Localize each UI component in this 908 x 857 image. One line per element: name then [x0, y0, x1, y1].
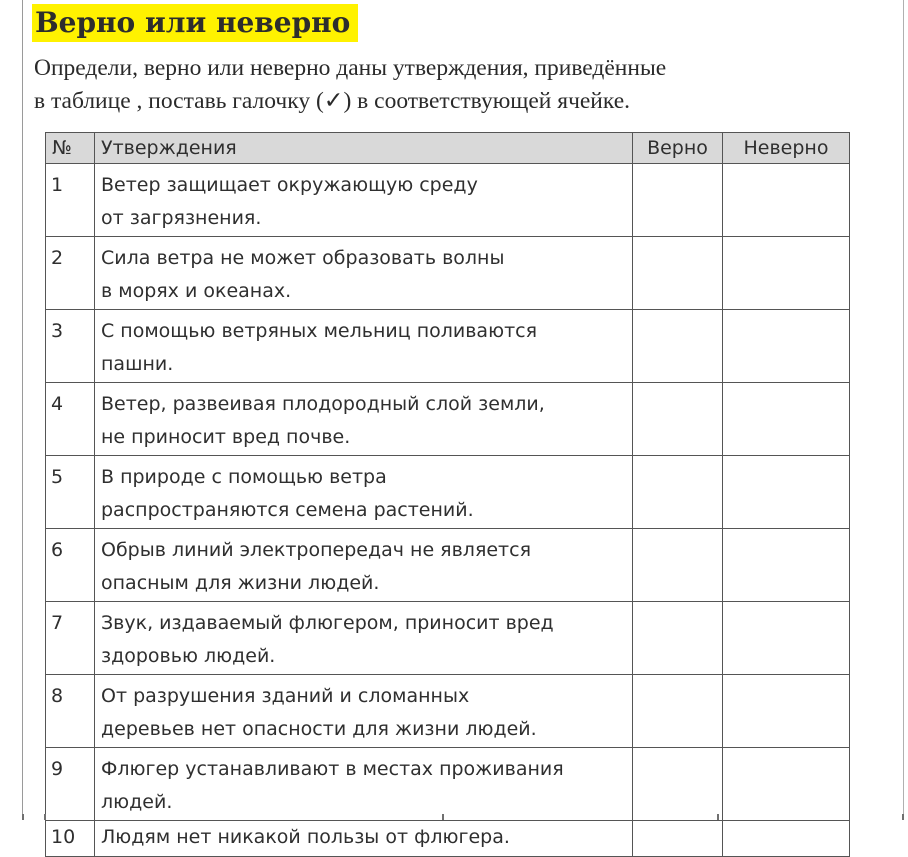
- row-number: 1: [46, 164, 95, 237]
- true-check-cell[interactable]: [633, 529, 723, 602]
- header-false: Неверно: [723, 133, 850, 164]
- statement-line: опасным для жизни людей.: [101, 572, 380, 594]
- page-border-right: [903, 0, 904, 820]
- false-check-cell[interactable]: [723, 821, 850, 857]
- header-number: №: [46, 133, 95, 164]
- statement-line: от загрязнения.: [101, 207, 262, 229]
- statement-line: людей.: [101, 791, 173, 813]
- statement-line: Ветер защищает окружающую среду: [101, 174, 478, 196]
- table-row: [46, 164, 850, 237]
- statement-line: в морях и океанах.: [101, 280, 292, 302]
- true-check-cell[interactable]: [633, 821, 723, 857]
- instruction-line-1: Определи, верно или неверно даны утверждения, приведённые: [34, 55, 667, 81]
- worksheet-title: Верно или неверно: [32, 4, 358, 42]
- row-statement: [95, 164, 633, 237]
- table-row: [46, 748, 850, 821]
- row-statement: [95, 748, 633, 821]
- statement-line: деревьев нет опасности для жизни людей.: [101, 718, 537, 740]
- row-statement: [95, 602, 633, 675]
- true-check-cell[interactable]: [633, 383, 723, 456]
- false-check-cell[interactable]: [723, 164, 850, 237]
- false-check-cell[interactable]: [723, 529, 850, 602]
- table-row: [46, 383, 850, 456]
- row-statement: [95, 675, 633, 748]
- row-statement: [95, 237, 633, 310]
- table-row: [46, 602, 850, 675]
- true-check-cell[interactable]: [633, 164, 723, 237]
- row-number: 4: [46, 383, 95, 456]
- table-row: [46, 237, 850, 310]
- true-check-cell[interactable]: [633, 310, 723, 383]
- instruction-line-2: в таблице , поставь галочку (✓) в соответствующей ячейке.: [34, 88, 631, 114]
- header-true: Верно: [633, 133, 723, 164]
- table-header-row: [46, 133, 850, 164]
- instruction-text: [34, 52, 902, 118]
- statement-line: От разрушения зданий и сломанных: [101, 685, 470, 707]
- false-check-cell[interactable]: [723, 310, 850, 383]
- row-statement: [95, 529, 633, 602]
- statement-line: Звук, издаваемый флюгером, приносит вред: [101, 612, 554, 634]
- statements-table: [45, 132, 850, 857]
- false-check-cell[interactable]: [723, 383, 850, 456]
- true-check-cell[interactable]: [633, 675, 723, 748]
- false-check-cell[interactable]: [723, 237, 850, 310]
- statement-line: пашни.: [101, 353, 174, 375]
- true-check-cell[interactable]: [633, 748, 723, 821]
- false-check-cell[interactable]: [723, 602, 850, 675]
- statement-line: Людям нет никакой пользы от флюгера.: [101, 826, 510, 848]
- page-border-left: [22, 0, 23, 820]
- statement-line: Обрыв линий электропередач не является: [101, 539, 532, 561]
- row-statement: [95, 310, 633, 383]
- false-check-cell[interactable]: [723, 748, 850, 821]
- table-row: [46, 310, 850, 383]
- statement-line: Флюгер устанавливают в местах проживания: [101, 758, 564, 780]
- row-number: 2: [46, 237, 95, 310]
- statement-line: С помощью ветряных мельниц поливаются: [101, 320, 538, 342]
- row-number: 3: [46, 310, 95, 383]
- row-number: 5: [46, 456, 95, 529]
- row-statement: [95, 456, 633, 529]
- true-check-cell[interactable]: [633, 237, 723, 310]
- statement-line: не приносит вред почве.: [101, 426, 351, 448]
- statement-line: В природе с помощью ветра: [101, 466, 387, 488]
- table-row: [46, 821, 850, 857]
- row-statement: [95, 383, 633, 456]
- true-check-cell[interactable]: [633, 602, 723, 675]
- row-statement: [95, 821, 633, 857]
- statement-line: здоровью людей.: [101, 645, 276, 667]
- statement-line: Сила ветра не может образовать волны: [101, 247, 505, 269]
- row-number: 6: [46, 529, 95, 602]
- table-row: [46, 675, 850, 748]
- row-number: 10: [46, 821, 95, 857]
- false-check-cell[interactable]: [723, 675, 850, 748]
- statement-line: Ветер, развеивая плодородный слой земли,: [101, 393, 545, 415]
- row-number: 7: [46, 602, 95, 675]
- statement-line: распространяются семена растений.: [101, 499, 474, 521]
- header-statement: Утверждения: [95, 133, 633, 164]
- true-check-cell[interactable]: [633, 456, 723, 529]
- table-row: [46, 529, 850, 602]
- row-number: 9: [46, 748, 95, 821]
- false-check-cell[interactable]: [723, 456, 850, 529]
- table-row: [46, 456, 850, 529]
- row-number: 8: [46, 675, 95, 748]
- dotted-rule: [22, 812, 904, 820]
